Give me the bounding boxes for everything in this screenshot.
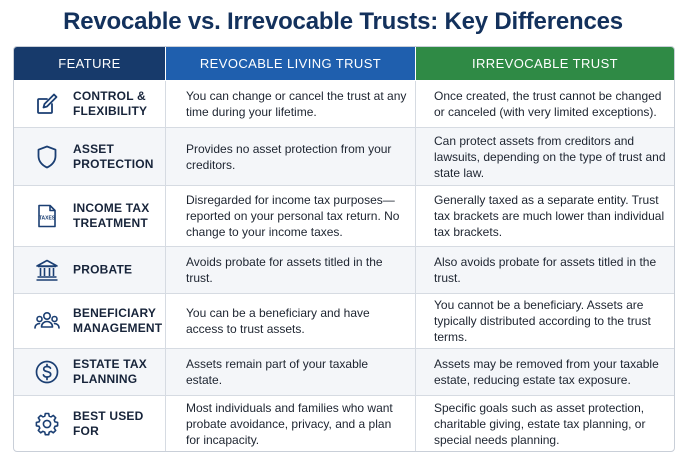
revocable-cell: [166, 186, 416, 246]
revocable-text: You can change or cancel the trust at any time during your lifetime.: [186, 89, 407, 119]
table-row: [14, 349, 674, 396]
feature-label: CONTROL & FLEXIBILITY: [73, 89, 148, 118]
svg-text:TAXES: TAXES: [38, 215, 56, 222]
people-group-icon: [33, 307, 61, 335]
revocable-cell: [166, 128, 416, 185]
table-row: [14, 81, 674, 128]
feature-cell: [14, 396, 166, 451]
irrevocable-text: Generally taxed as a separate entity. Trust tax brackets are much lower than individual tax brackets.: [434, 193, 665, 239]
irrevocable-cell: [416, 396, 674, 451]
feature-label: PROBATE: [73, 262, 133, 277]
irrevocable-cell: [416, 294, 674, 348]
table-row: [14, 186, 674, 247]
revocable-text: You can be a beneficiary and have access to trust assets.: [186, 306, 370, 336]
revocable-cell: [166, 396, 416, 451]
feature-label: INCOME TAX TREATMENT: [73, 201, 150, 230]
header-feature: FEATURE: [14, 47, 165, 80]
table-row: [14, 128, 674, 186]
taxes-document-icon: [33, 202, 61, 230]
feature-cell: [14, 81, 166, 127]
feature-cell: [14, 294, 166, 348]
irrevocable-cell: [416, 128, 674, 185]
irrevocable-cell: [416, 247, 674, 293]
feature-cell: [14, 186, 166, 246]
shield-icon: [33, 143, 61, 171]
revocable-cell: [166, 294, 416, 348]
irrevocable-text: You cannot be a beneficiary. Assets are typically distributed according to the trust terms.: [434, 298, 651, 344]
irrevocable-cell: [416, 349, 674, 395]
header-irrevocable: IRREVOCABLE TRUST: [416, 47, 674, 80]
courthouse-icon: [33, 256, 61, 284]
revocable-cell: [166, 247, 416, 293]
feature-cell: [14, 349, 166, 395]
dollar-circle-icon: [33, 358, 61, 386]
revocable-text: Avoids probate for assets titled in the trust.: [186, 255, 383, 285]
revocable-text: Assets remain part of your taxable estate.: [186, 357, 369, 387]
page-title: Revocable vs. Irrevocable Trusts: Key Differences: [63, 8, 623, 35]
header-revocable: REVOCABLE LIVING TRUST: [166, 47, 415, 80]
pencil-edit-icon: [33, 90, 61, 118]
irrevocable-text: Specific goals such as asset protection, charitable giving, estate tax planning, or special needs planning.: [434, 400, 646, 447]
feature-label: ASSET PROTECTION: [73, 141, 154, 171]
feature-label: ESTATE TAX PLANNING: [73, 357, 147, 386]
irrevocable-text: Once created, the trust cannot be changed or canceled (with very limited exceptions).: [434, 89, 662, 119]
feature-label: BEST USED FOR: [73, 408, 144, 438]
revocable-cell: [166, 81, 416, 127]
irrevocable-text: Also avoids probate for assets titled in the trust.: [434, 255, 657, 285]
irrevocable-text: Can protect assets from creditors and lawsuits, depending on the type of trust and state law.: [434, 133, 666, 180]
revocable-cell: [166, 349, 416, 395]
gear-icon: [33, 410, 61, 438]
revocable-text: Disregarded for income tax purposes—reported on your personal tax return. No change to your income taxes.: [186, 193, 400, 239]
table-row: [14, 294, 674, 349]
revocable-text: Provides no asset protection from your creditors.: [186, 141, 392, 172]
table-row: [14, 396, 674, 451]
irrevocable-cell: [416, 81, 674, 127]
feature-cell: [14, 128, 166, 185]
table-row: [14, 247, 674, 294]
revocable-text: Most individuals and families who want probate avoidance, privacy, and a plan for incapacity.: [186, 400, 393, 447]
feature-label: BENEFICIARY MANAGEMENT: [73, 306, 163, 335]
irrevocable-cell: [416, 186, 674, 246]
feature-cell: [14, 247, 166, 293]
irrevocable-text: Assets may be removed from your taxable estate, reducing estate tax exposure.: [434, 357, 659, 387]
comparison-table: [13, 46, 675, 452]
